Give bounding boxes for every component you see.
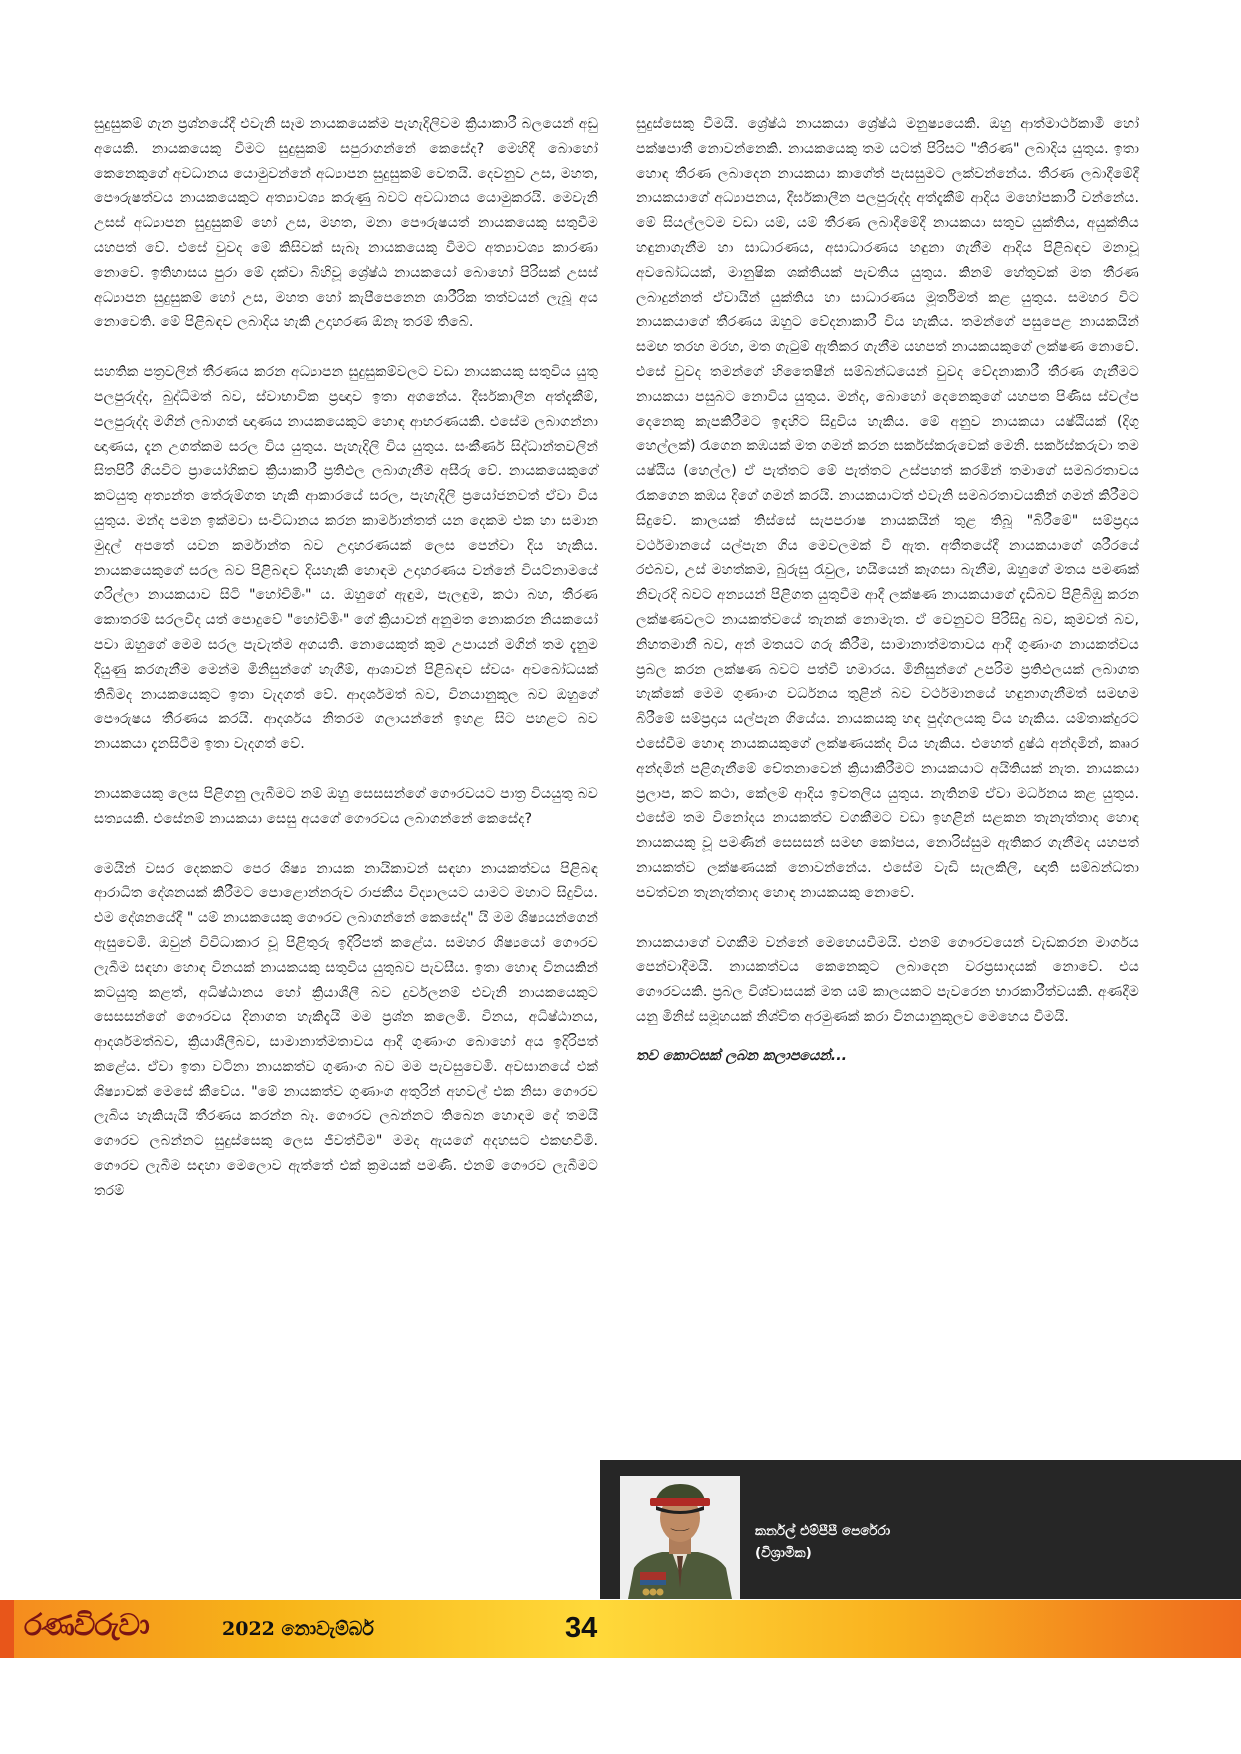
paragraph-wisdom: සහතික පත්‍රවලින් තීරණය කරන අධ්‍යාපන සුදුසුකම්වලට වඩා නායකයකු සතුවිය යුතු පලපුරුද්ද, බුද්ධිමත් බව, ස්වාභාවික ප්‍රඥාව ඉතා අගනේය. දීර්ඝකාලීන අත්දැකීම්, පලපුරුද්ද මගින් ලබාගත් ඥාණය නායකයෙකුට හොඳ ආභරණයකි. එසේම ලබාගන්නා ඥාණය, දැන උගත්කම සරල විය යුතුය. පැහැදිලි විය යුතුය. සංකීර්ණ සිද්ධාන්තවලින් සිතපිරී ගියවිට ප්‍රායෝගිකව ක්‍රියාකාරී ප්‍රතිඵල ලබාගැනීම අසීරු වේ. නායකයෙකුගේ කටයුතු අත්‍යන්ත තේරුම්ගත හැකි ආකාරයේ සරල, පැහැදිලි ප්‍රයෝජනවත් ඒවා විය යුතුය. මන්ද පමන ඉක්මවා සංවිධානය කරන කාර්මාන්තත් යන දෙකම එක හා සමාන මුදල් අපතේ යවන කර්මාන්ත බව උදාහරණයක් ලෙස පෙන්වා දිය හැකිය. නායකයෙකුගේ සරල බව පිළිබඳව දියහැකි හොඳම උදාහරණය වන්නේ වියට්නාමයේ ගරිල්ලා නායකයාව සිටි "හෝචිමිං" ය. ඔහුගේ ඇඳුම, පැලඳුම, කථා බහ, තීරණ කොතරම් සරලවීද යත් පොදුවේ "හෝචිමිං" ගේ ක්‍රියාවන් අනුමත නොකරන නියකයෝ පවා ඔහුගේ මෙම සරල පැවැත්ම අගයති. නොයෙකුත් කුම උපායන් මගින් තම දැනුම දියුණු කරගැනීම මෙන්ම මිනිසුන්ගේ හැගීම්, ආශාවන් පිළිබඳව ස්වයං අවබෝධයක් තිබීමද නායකයෙකුට ඉතා වැදගත් වේ. ආදර්ශමත් බව, විනයානුකූල බව ඔහුගේ පෞරුෂය තීරණය කරයි. ආදර්ශය නිතරම ගලායන්නේ ඉහළ සිට පහළට බව නායකයා දැනසිටීම ඉතා වැදගත් වේ. [94, 364, 598, 753]
page-number: 34 [565, 1612, 598, 1644]
right-column [636, 112, 1139, 1093]
continued-teaser: තව කොටසක් ලබන කලාපයෙන්... [636, 1047, 847, 1064]
author-name: කර්නල් එම්පීපී පෙරේරා [755, 1523, 891, 1539]
author-note: (විශ්‍රාමික) [755, 1545, 812, 1561]
page-footer [0, 1600, 1241, 1658]
issue-date: 2022 නොවැම්බර් [222, 1618, 374, 1640]
left-column [94, 112, 598, 1229]
paragraph-qualifications: සුදුසුකම් ගැන ප්‍රශ්නයේදී එවැනි සෑම නායකයෙක්ම පැහැදිලිවම ක්‍රියාකාරී බලයෙන් අඩු අයෙකි. නායකයෙකු වීමට සුදුසුකම් සපුරාගන්නේ කෙසේද? මෙහිදී බොහෝ කෙනෙකුගේ අවධානය යොමුවන්නේ අධ්‍යාපන සුදුසුකම් වෙතයි. දෙවනුව උස, මහත, පෞරුෂත්වය නායකයෙකුට අත්‍යාවශ්‍ය කරුණු බවට අවධානය යොමුකරයි. මෙවැනි උසස් අධ්‍යාපන සුදුසුකම් හෝ උස, මහත, මනා පෞරුෂයත් නායකයෙකු සතුවීම යහපත් වේ. එසේ වුවද මේ කිසිවක් සැබෑ නායකයෙකු වීමට අත්‍යාවශ්‍ය කාරණා නොවේ. ඉතිහාසය පුරා මේ දක්වා බිහිවූ ශ්‍රේෂ්ඨ නායකයෝ බොහෝ පිරිසක් උසස් අධ්‍යාපන සුදුසුකම් හෝ උස, මහත හෝ කැපීපෙනෙන ශාරීරික තත්වයන් ලැබූ අය නොවෙති. මේ පිළිබඳව ලබාදිය හැකි උදාහරණ ඕනෑ තරම් තිබේ. [94, 116, 598, 331]
footer-accent-stripe [0, 1600, 14, 1658]
author-photo [620, 1476, 740, 1599]
paragraph-decisions: සුදුස්සෙකු වීමයි. ශ්‍රේෂ්ඨ නායකයා ශ්‍රේෂ්ඨ මනුෂ්‍යයෙකි. ඔහු ආත්මාර්ථකාමී හෝ පක්ෂපාතී නොවන්නෙකි. නායකයෙකු තම යටත් පිරිසට "තීරණ" ලබාදිය යුතුය. ඉතා හොඳ තීරණ ලබාදෙන නායකයා කාගේත් පැසසුමට ලක්වන්නේය. තීරණ ලබාදීමේදී නායකයාගේ අධ්‍යාපනය, දීර්ඝකාලීන පලපුරුද්ද අත්දැකීම් ආදිය මහෝපකාරී වන්නේය. මේ සියල්ලටම වඩා යම්, යම් තීරණ ලබාදීමේදී නායකයා සතුව යුක්තිය, අයුක්තිය හඳුනාගැනීම හා සාධාරණය, අසාධාරණය හඳුනා ගැනීම ආදිය පිළිබඳව මනාවූ අවබෝධයක්, මානුෂික ශක්තියක් පැවතිය යුතුය. කිනම් හේතුවක් මත තීරණ ලබාදුන්නත් ඒවායින් යුක්තිය හා සාධාරණය මූර්තිමත් කළ යුතුය. සමහර විට නායකයාගේ තීරණය ඔහුට වේදනාකාරී විය හැකිය. තමන්ගේ පසුපෙළ නායකයින් සමඟ තරහ මරහ, මත ගැටුම් ඇතිකර ගැනීම යහපත් නායකයකුගේ ලක්ෂණ නොවේ. එසේ වුවද තමන්ගේ හිතෛෂීන් සම්බන්ධයෙන් වුවද වේදනාකාරී තීරණ ගැනීමට නායකයා පසුබට නොවිය යුතුය. මන්ද, බොහෝ දෙනෙකුගේ යහපත පිණිස ස්වල්ප දෙනෙකු කැපකිරීමට ඉඳහිට සිදුවිය හැකිය. මේ අනුව නායකයා යෂ්ඨියක් (දිගු හෙල්ලක්) රැගෙන කඹයක් මත ගමන් කරන සර්කස්කරුවෙක් මෙනි. සර්කස්කරුවා තම යෂ්ඨිය (හෙල්ල) ඒ පැත්තට මේ පැත්තට උස්පහත් කරමින් තමාගේ සමබරතාවය රැකගෙන කඹය දිගේ ගමන් කරයි. නායකයාටත් එවැනි සමබරතාවයකින් ගමන් කිරීමට සිදුවේ. කාලයක් තිස්සේ සැපපරාෂ නායකයින් තුළ තිබූ "බිරීමේ" සම්ප්‍රදාය වර්ථමානයේ යල්පැන ගිය මෙවලමක් වී ඇත. අතීතයේදී නායකයාගේ ශරීරයේ රළුබව, උස් මහත්කම, බුරුසු රැවුල, හයියෙන් කෑගසා බැනීම, ඔහුගේ මතය පමණක් නිවැරදි බවට අන්‍යයන් පිළිගත යුතුවීම ආදී ලක්ෂණ නායකයාගේ දැඩිබව පිළිබිඹු කරන ලක්ෂණවලට නායකත්වයේ තැනක් නොමැත. ඒ වෙනුවට පිරිසිදු බව, කුමවත් බව, නිහතමානී බව, අන් මතයට ගරු කිරීම, සාමානාත්මතාවය ආදී ගුණාංග නායකත්වය ප්‍රබල කරන ලක්ෂණ බවට පත්වී හමාරය. මිනිසුන්ගේ උපරිම ප්‍රතිඵලයක් ලබාගත හැක්කේ මෙම ගුණාංග වර්ධනය තුළින් බව වර්ථමානයේ හඳුනාගැනීමත් සමඟම බිරීමේ සම්ප්‍රදාය යල්පැන ගියේය. නායකයකු හඳ පුද්ගලයකු විය හැකිය. යම්තාක්දුරට එසේවීම හොඳ නායකයකුගේ ලක්ෂණයක්ද විය හැකිය. එහෙත් දුෂ්ඨ අන්දමින්, කෲර අන්දමින් පළිගැනීමේ චේතනාවෙන් ක්‍රියාකිරීමට නායකයාට අයිතියක් නැත. නායකයා ප්‍රලාප, කට කථා, කේලම් ආදිය ඉවතලිය යුතුය. නැතිනම් ඒවා මර්ධනය කළ යුතුය. එසේම තම විනෝදය නායකත්ව වගකීමට වඩා ඉහළින් සළකන තැනැත්තාද හොඳ නායකයකු වූ පමණින් සෙසසන් සමඟ කෝපය, නොරිස්සුම ඇතිකර ගැනීමද යහපත් නායකත්ව ලක්ෂණයක් නොවන්නේය. එසේම වැඩි සැලකිලි, ඥාති සම්බන්ධතා පවත්වන තැනැත්තාද හොඳ නායකයකු නොවේ. [636, 116, 1139, 901]
author-portrait-image [620, 1476, 740, 1599]
magazine-name: රණවිරුවා [24, 1608, 149, 1643]
paragraph-responsibility: නායකයාගේ වගකීම වන්නේ මෙහෙයවීමයි. එනම් ගෞරවයෙන් වැඩකරන මාර්ගය පෙන්වාදීමයි. නායකත්වය කෙනෙකුට ලබාදෙන වරප්‍රසාදයක් නොවේ. එය ගෞරවයකි. ප්‍රබල විශ්වාසයක් මත යම් කාලයකට පැවරෙන භාරකාරීත්වයකි. අණදීම යනු මිනිස් සමූහයක් නිශ්චිත අරමුණක් කරා විනයානුකූලව මෙහෙය වීමයි. [636, 934, 1139, 1025]
author-credit [755, 1520, 890, 1564]
paragraph-respect-question: නායකයෙකු ලෙස පිළිගනු ලැබීමට නම් ඔහු සෙසසන්ගේ ගෞරවයට පාත්‍ර වියයුතු බව සත්‍යයකි. එසේනම් නායකයා සෙසු අයගේ ගෞරවය ලබාගන්නේ කෙසේද? [94, 785, 598, 827]
author-box [600, 1460, 1241, 1599]
paragraph-lecture-story: මෙයින් වසර දෙකකට පෙර ශිෂ්‍ය නායක නායිකාවන් සඳහා නායකත්වය පිළිබඳ ආරාධිත දේශනයක් කිරීමට පොළොන්නරුව රාජකීය විද්‍යාලයට යාමට මහාට සිදුවිය. එම දේශනයේදී " යම් නායකයෙකු ගෞරව ලබාගන්නේ කෙසේද" යි මම ශිෂ්‍යයන්ගෙන් ඇසුවෙමි. ඔවුන් විවිධාකාර වූ පිළිතුරු ඉදිරිපත් කළේය. සමහර ශිෂ්‍යයෝ ගෞරව ලැබීම සඳහා හොඳ විනයක් නායකයකු සතුවිය යුතුබව පැවසීය. ඉතා හොඳ විනයකින් කටයුතු කළත්, අධිෂ්ඨානය හෝ ක්‍රියාශීලී බව දුර්වලනම් එවැනි නායකයෙකුට සෙසසන්ගේ ගෞරවය දිනාගත හැකිදැයි මම ප්‍රශ්න කලෙමි. විනය, අධිෂ්ඨානය, ආදර්ශමත්බව, ක්‍රියාශීලීබව, සාමානාත්මතාවය ආදී ගුණාංග බොහෝ අය ඉදිරිපත් කළේය. ඒවා ඉතා වටිනා නායකත්ව ගුණාංග බව මම පැවසුවෙමි. අවසානයේ එක් ශිෂ්‍යාවක් මෙසේ කීවේය. "මේ නායකත්ව ගුණාංග අතුරින් අහවල් එක නිසා ගෞරව ලැබිය හැකියැයි තීරණය කරන්න බෑ. ගෞරව ලබන්නට තිබෙන හොඳම දේ තමයි ගෞරව ලබන්නට සුදුස්සෙකු ලෙස ජීවත්වීම" මමද ඇයගේ අදහසට එකඟවීමි. ගෞරව ලැබීම සඳහා මෙලොව ඇත්තේ එක් ක්‍රමයක් පමණි. එනම් ගෞරව ලැබීමට තරම් [94, 860, 598, 1199]
